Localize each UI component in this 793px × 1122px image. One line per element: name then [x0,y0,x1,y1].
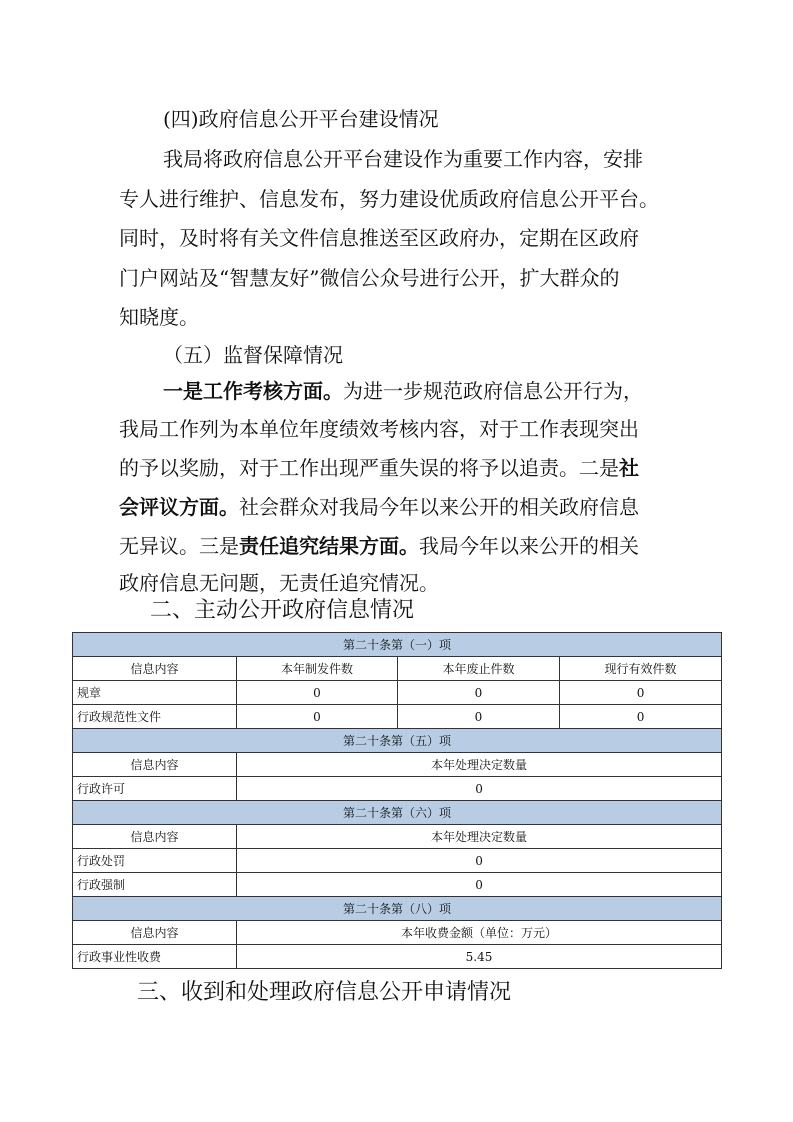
row-label: 行政许可 [73,777,237,801]
table-header-row [73,753,722,777]
cell-value: 5.45 [237,945,722,969]
bold-phrase: 一是工作考核方面。 [163,379,343,403]
band-title: 第二十条第（一）项 [73,633,722,657]
section5-line-5 [119,534,679,558]
row-label: 规章 [73,681,237,705]
section5-heading: （五）监督保障情况 [163,343,343,367]
row-label: 行政强制 [73,873,237,897]
section5-line-3 [119,456,679,480]
heading-requests: 三、收到和处理政府信息公开申请情况 [137,980,512,1005]
header-cell: 信息内容 [73,825,237,849]
section5-line-2: 我局工作列为本单位年度绩效考核内容，对于工作表现突出 [119,417,639,441]
table-row [73,705,722,729]
section4-line-2: 专人进行维护、信息发布，努力建设优质政府信息公开平台。 [119,187,659,211]
text-run: 的予以奖励，对于工作出现严重失误的将予以追责。二是 [119,456,619,480]
section4-line-3: 同时，及时将有关文件信息推送至区政府办，定期在区政府 [119,226,639,250]
header-cell: 本年收费金额（单位：万元） [237,921,722,945]
cell-value: 0 [398,681,560,705]
header-cell: 本年制发件数 [237,657,398,681]
table-row [73,681,722,705]
cell-value: 0 [237,849,722,873]
row-label: 行政事业性收费 [73,945,237,969]
cell-value: 0 [237,705,398,729]
row-label: 行政处罚 [73,849,237,873]
header-cell: 信息内容 [73,753,237,777]
band-title: 第二十条第（八）项 [73,897,722,921]
table-header-row [73,657,722,681]
bold-phrase: 社 [619,456,639,480]
cell-value: 0 [237,873,722,897]
table-band-row [73,633,722,657]
table-row [73,777,722,801]
bold-phrase: 会评议方面。 [119,495,239,519]
header-cell: 现行有效件数 [560,657,722,681]
table-row [73,849,722,873]
text-run: 社会群众对我局今年以来公开的相关政府信息 [239,495,639,519]
text-run: 我局今年以来公开的相关 [419,534,639,558]
section4-heading: (四)政府信息公开平台建设情况 [163,107,439,131]
table-band-row [73,897,722,921]
section5-line-4 [119,495,679,519]
header-cell: 本年处理决定数量 [237,825,722,849]
section4-line-5: 知晓度。 [119,305,199,329]
table-header-row [73,825,722,849]
heading-active-disclosure: 二、主动公开政府信息情况 [150,598,415,623]
cell-value: 0 [237,681,398,705]
text-run: 为进一步规范政府信息公开行为， [343,379,643,403]
header-cell: 信息内容 [73,921,237,945]
section4-line-1: 我局将政府信息公开平台建设作为重要工作内容，安排 [163,147,643,171]
table-band-row [73,801,722,825]
table-header-row [73,921,722,945]
header-cell: 信息内容 [73,657,237,681]
section5-line-1 [163,379,723,403]
cell-value: 0 [560,681,722,705]
section5-line-6: 政府信息无问题，无责任追究情况。 [119,571,439,595]
cell-value: 0 [560,705,722,729]
table-band-row [73,729,722,753]
band-title: 第二十条第（五）项 [73,729,722,753]
table-row [73,945,722,969]
table-row [73,873,722,897]
cell-value: 0 [237,777,722,801]
cell-value: 0 [398,705,560,729]
header-cell: 本年处理决定数量 [237,753,722,777]
section4-line-4: 门户网站及“智慧友好”微信公众号进行公开，扩大群众的 [119,266,620,290]
header-cell: 本年废止件数 [398,657,560,681]
bold-phrase: 责任追究结果方面。 [239,534,419,558]
band-title: 第二十条第（六）项 [73,801,722,825]
text-run: 无异议。三是 [119,534,239,558]
disclosure-table [72,632,722,969]
row-label: 行政规范性文件 [73,705,237,729]
